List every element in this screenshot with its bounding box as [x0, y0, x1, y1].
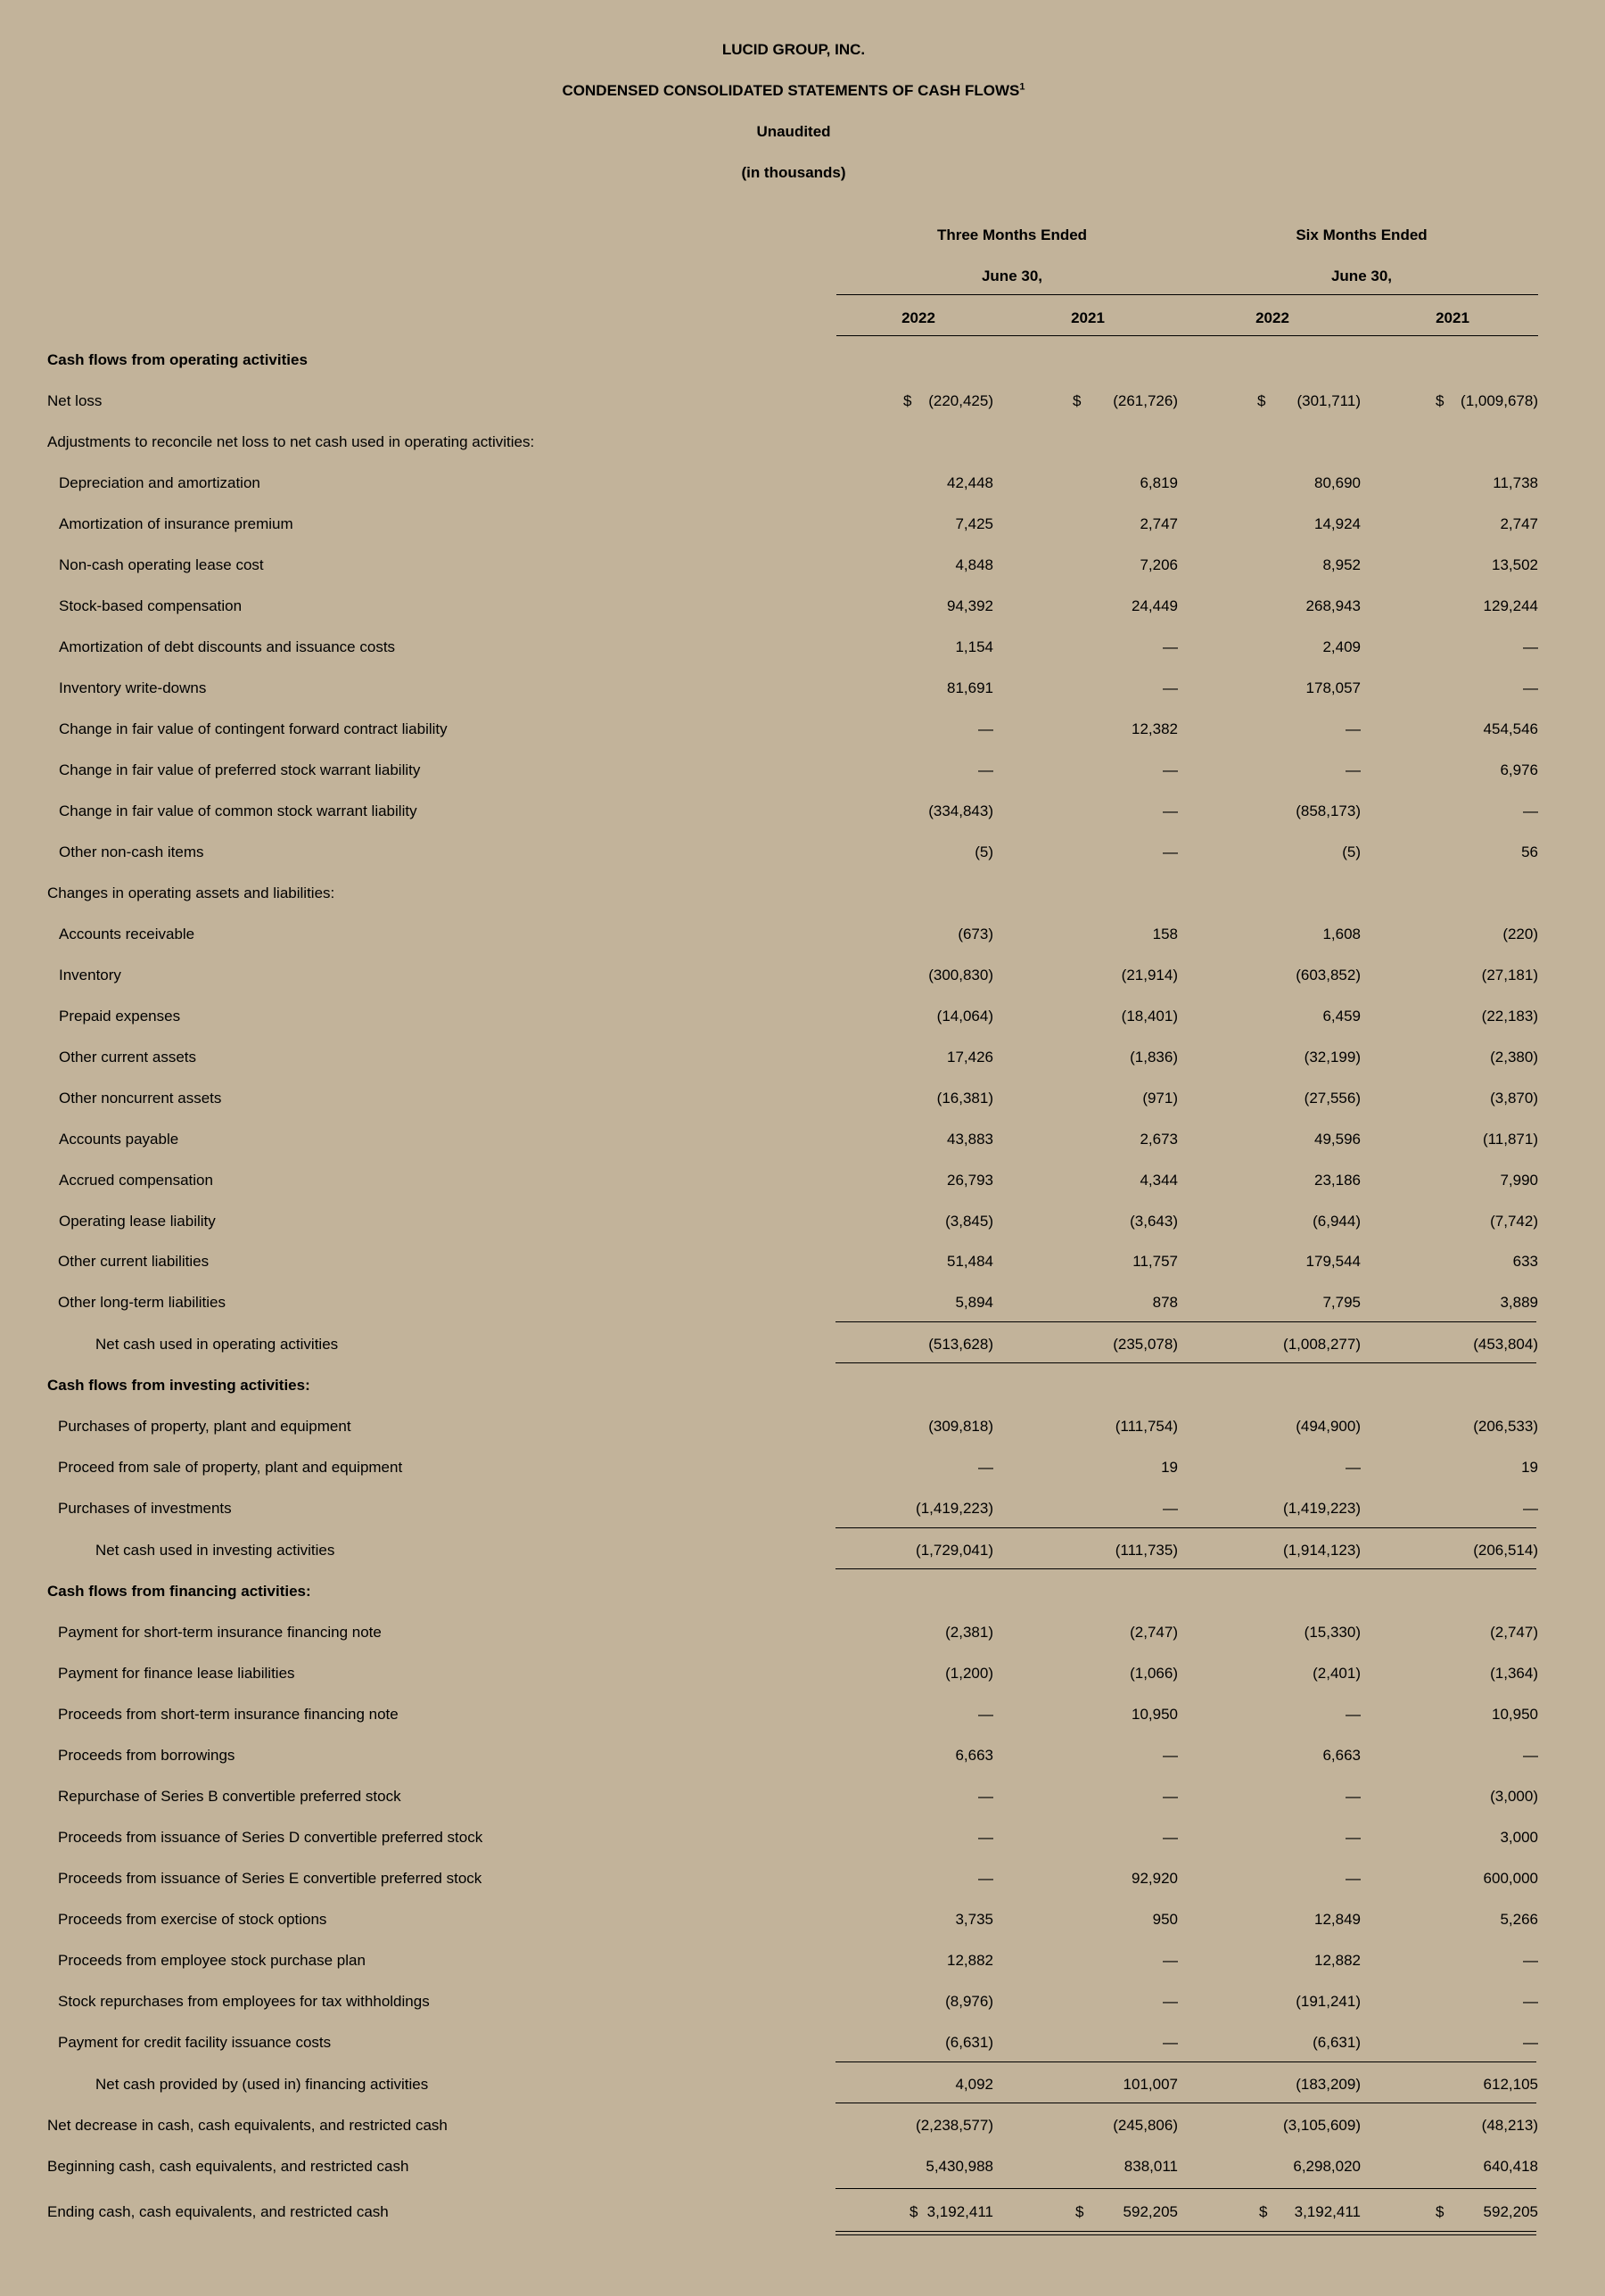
row-label: Non-cash operating lease cost [59, 556, 264, 573]
table-row [0, 1417, 1605, 1436]
row-label: Accounts receivable [59, 926, 195, 942]
row-value: — [1163, 2034, 1178, 2051]
row-value: (6,944) [1313, 1213, 1361, 1230]
row-value: — [1346, 1829, 1361, 1846]
row-value: 49,596 [1314, 1131, 1361, 1148]
row-value: 43,883 [947, 1131, 993, 1148]
row-value: (235,078) [1113, 1336, 1178, 1353]
row-value: — [1163, 1747, 1178, 1764]
currency-symbol: $ [1075, 2203, 1084, 2220]
row-value: (1,009,678) [1461, 392, 1538, 409]
table-row [0, 391, 1605, 411]
row-value: (206,514) [1473, 1542, 1538, 1559]
row-value: 2,673 [1140, 1131, 1178, 1148]
financing-subtotal-top-rule [835, 2061, 1536, 2062]
row-value: — [1163, 679, 1178, 696]
row-value: 1,608 [1322, 926, 1361, 942]
row-value: (1,364) [1490, 1665, 1538, 1682]
row-value: — [1523, 1500, 1538, 1517]
row-value: 1,154 [955, 638, 993, 655]
currency-symbol: $ [1259, 2203, 1268, 2220]
row-value: (2,380) [1490, 1049, 1538, 1066]
row-value: 612,105 [1483, 2076, 1538, 2093]
row-value: 7,795 [1322, 1294, 1361, 1311]
row-value: 3,000 [1500, 1829, 1538, 1846]
row-value: — [1523, 1747, 1538, 1764]
row-value: (15,330) [1304, 1624, 1361, 1641]
row-value: 3,735 [955, 1911, 993, 1928]
row-value: — [1163, 802, 1178, 819]
table-row [0, 1787, 1605, 1806]
row-value: — [1523, 1993, 1538, 2010]
row-value: (206,533) [1473, 1418, 1538, 1435]
row-label: Accrued compensation [59, 1172, 213, 1189]
statement-title [0, 82, 1587, 100]
row-value: (8,976) [945, 1993, 993, 2010]
row-label: Net cash used in investing activities [95, 1542, 335, 1559]
row-value: 4,848 [955, 556, 993, 573]
investing-subtotal-bottom-rule [835, 1568, 1536, 1569]
table-row [0, 1705, 1605, 1724]
operating-subtotal-top-rule [835, 1321, 1536, 1322]
row-value: 56 [1521, 844, 1538, 860]
row-label: Change in fair value of preferred stock warrant liability [59, 761, 421, 778]
table-row [0, 1951, 1605, 1971]
row-value: 454,546 [1483, 720, 1538, 737]
row-value: 5,894 [955, 1294, 993, 1311]
row-value: (7,742) [1490, 1213, 1538, 1230]
row-value: (220) [1502, 926, 1538, 942]
row-value: 129,244 [1483, 597, 1538, 614]
row-label: Operating lease liability [59, 1213, 216, 1230]
row-value: (1,836) [1130, 1049, 1178, 1066]
row-value: 3,889 [1500, 1294, 1538, 1311]
row-label: Repurchase of Series B convertible preferred stock [58, 1788, 401, 1805]
currency-symbol: $ [903, 392, 912, 409]
row-value: (2,747) [1490, 1624, 1538, 1641]
row-value: (32,199) [1304, 1049, 1361, 1066]
table-row [0, 350, 1605, 370]
row-value: (309,818) [928, 1418, 993, 1435]
row-value: 12,882 [947, 1952, 993, 1969]
row-value: (1,419,223) [916, 1500, 993, 1517]
units-label: (in thousands) [741, 164, 846, 181]
row-value: 2,747 [1500, 515, 1538, 532]
row-value: 6,819 [1140, 474, 1178, 491]
row-value: — [1346, 1706, 1361, 1723]
row-value: 17,426 [947, 1049, 993, 1066]
section-heading: Cash flows from investing activities: [47, 1377, 310, 1394]
row-value: — [1346, 1870, 1361, 1887]
row-value: 19 [1521, 1459, 1538, 1476]
row-value: 633 [1512, 1253, 1538, 1270]
row-value: (48,213) [1481, 2117, 1538, 2134]
row-value: 7,206 [1140, 556, 1178, 573]
row-label: Depreciation and amortization [59, 474, 260, 491]
row-label: Other noncurrent assets [59, 1090, 222, 1107]
section-heading: Cash flows from operating activities [47, 351, 308, 368]
row-value: (22,183) [1481, 1008, 1538, 1025]
row-label: Payment for credit facility issuance costs [58, 2034, 332, 2051]
row-label: Stock repurchases from employees for tax withholdings [58, 1993, 430, 2010]
row-label: Proceeds from employee stock purchase plan [58, 1952, 366, 1969]
row-label: Change in fair value of common stock warrant liability [59, 802, 417, 819]
table-row [0, 1335, 1605, 1354]
row-value: 23,186 [1314, 1172, 1361, 1189]
row-label: Beginning cash, cash equivalents, and restricted cash [47, 2158, 409, 2175]
row-value: (494,900) [1296, 1418, 1361, 1435]
row-value: (5) [1342, 844, 1361, 860]
table-row [0, 1869, 1605, 1889]
row-label: Inventory [59, 967, 121, 983]
row-label: Ending cash, cash equivalents, and restricted cash [47, 2203, 389, 2220]
table-row [0, 1252, 1605, 1271]
table-row [0, 1048, 1605, 1067]
row-value: 2,747 [1140, 515, 1178, 532]
table-row [0, 2202, 1605, 2222]
ending-cash-top-rule [835, 2188, 1536, 2189]
row-value: (1,729,041) [916, 1542, 993, 1559]
row-label: Proceeds from issuance of Series E convertible preferred stock [58, 1870, 482, 1887]
row-value: (334,843) [928, 802, 993, 819]
row-label: Amortization of insurance premium [59, 515, 293, 532]
row-value: (673) [958, 926, 993, 942]
row-value: (1,008,277) [1283, 1336, 1361, 1353]
row-value: (18,401) [1121, 1008, 1178, 1025]
row-value: — [1163, 638, 1178, 655]
table-row [0, 1089, 1605, 1108]
ending-cash-double-rule [835, 2231, 1536, 2235]
row-value: 878 [1152, 1294, 1178, 1311]
table-row [0, 1212, 1605, 1231]
row-value: (27,556) [1304, 1090, 1361, 1107]
row-label: Inventory write-downs [59, 679, 207, 696]
row-value: 158 [1152, 926, 1178, 942]
row-value: (261,726) [1113, 392, 1178, 409]
row-value: — [1346, 761, 1361, 778]
row-value: — [1163, 1952, 1178, 1969]
column-header-rule [836, 294, 1538, 295]
row-value: (3,643) [1130, 1213, 1178, 1230]
row-value: — [1523, 638, 1538, 655]
row-value: 80,690 [1314, 474, 1361, 491]
row-value: 81,691 [947, 679, 993, 696]
year-header-6m-2021: 2021 [1436, 309, 1469, 326]
row-value: 51,484 [947, 1253, 993, 1270]
row-value: — [1523, 802, 1538, 819]
row-value: 4,344 [1140, 1172, 1178, 1189]
statement-title-text: CONDENSED CONSOLIDATED STATEMENTS OF CASH FLOWS [562, 82, 1020, 99]
table-row [0, 597, 1605, 616]
row-label: Change in fair value of contingent forward contract liability [59, 720, 448, 737]
year-header-6m-2022: 2022 [1255, 309, 1289, 326]
table-row [0, 761, 1605, 780]
row-value: (1,914,123) [1283, 1542, 1361, 1559]
six-months-period-end: June 30, [1330, 267, 1393, 284]
row-value: (2,401) [1313, 1665, 1361, 1682]
row-value: (5) [975, 844, 993, 860]
row-value: 13,502 [1492, 556, 1538, 573]
row-value: — [978, 1706, 993, 1723]
table-row [0, 1499, 1605, 1518]
row-label: Payment for short-term insurance financing note [58, 1624, 382, 1641]
table-row [0, 2116, 1605, 2136]
row-value: (453,804) [1473, 1336, 1538, 1353]
table-row [0, 2157, 1605, 2177]
row-value: — [1346, 720, 1361, 737]
row-value: (27,181) [1481, 967, 1538, 983]
row-value: (191,241) [1296, 1993, 1361, 2010]
row-value: 92,920 [1132, 1870, 1178, 1887]
table-row [0, 884, 1605, 903]
row-value: (6,631) [945, 2034, 993, 2051]
table-row [0, 843, 1605, 862]
row-value: 6,298,020 [1293, 2158, 1361, 2175]
row-value: (3,000) [1490, 1788, 1538, 1805]
row-value: 6,663 [955, 1747, 993, 1764]
row-value: 8,952 [1322, 556, 1361, 573]
table-row [0, 1992, 1605, 2012]
row-label: Net loss [47, 392, 103, 409]
row-value: 10,950 [1492, 1706, 1538, 1723]
table-row [0, 1623, 1605, 1642]
row-label: Proceeds from exercise of stock options [58, 1911, 327, 1928]
row-label: Stock-based compensation [59, 597, 243, 614]
row-value: (513,628) [928, 1336, 993, 1353]
row-label: Prepaid expenses [59, 1008, 181, 1025]
row-value: — [978, 761, 993, 778]
row-value: — [1163, 844, 1178, 860]
row-value: 6,976 [1500, 761, 1538, 778]
table-row [0, 1376, 1605, 1395]
row-value: (1,419,223) [1283, 1500, 1361, 1517]
section-heading: Cash flows from financing activities: [47, 1583, 311, 1600]
row-value: (14,064) [936, 1008, 993, 1025]
row-value: (971) [1142, 1090, 1178, 1107]
row-value: (603,852) [1296, 967, 1361, 983]
row-value: (111,735) [1115, 1542, 1178, 1559]
footnote-mark: 1 [1019, 81, 1025, 93]
row-label: Accounts payable [59, 1131, 179, 1148]
row-value: 101,007 [1123, 2076, 1178, 2093]
table-row [0, 966, 1605, 985]
row-value: 600,000 [1483, 1870, 1538, 1887]
row-value: 42,448 [947, 474, 993, 491]
table-row [0, 432, 1605, 452]
currency-symbol: $ [1257, 392, 1266, 409]
table-row [0, 1007, 1605, 1026]
row-label: Proceed from sale of property, plant and equipment [58, 1459, 403, 1476]
row-label: Purchases of investments [58, 1500, 232, 1517]
row-label: Other current liabilities [58, 1253, 210, 1270]
row-value: (3,870) [1490, 1090, 1538, 1107]
row-value: (1,200) [945, 1665, 993, 1682]
year-header-3m-2021: 2021 [1071, 309, 1105, 326]
row-value: (183,209) [1296, 2076, 1361, 2093]
row-value: 592,205 [1123, 2203, 1178, 2220]
three-months-header: Three Months Ended [936, 226, 1088, 243]
row-value: — [978, 1829, 993, 1846]
row-value: 10,950 [1132, 1706, 1178, 1723]
investing-subtotal-top-rule [835, 1527, 1536, 1528]
company-name: LUCID GROUP, INC. [721, 41, 866, 58]
table-row [0, 473, 1605, 493]
row-label: Amortization of debt discounts and issuance costs [59, 638, 396, 655]
row-value: 2,409 [1322, 638, 1361, 655]
row-value: (3,105,609) [1283, 2117, 1361, 2134]
row-value: 4,092 [955, 2076, 993, 2093]
row-value: — [1163, 1788, 1178, 1805]
row-value: 592,205 [1483, 2203, 1538, 2220]
row-value: (301,711) [1296, 392, 1361, 409]
table-row [0, 1171, 1605, 1190]
table-row [0, 1664, 1605, 1683]
table-row [0, 679, 1605, 698]
row-value: (16,381) [936, 1090, 993, 1107]
row-value: 24,449 [1132, 597, 1178, 614]
currency-symbol: $ [1436, 392, 1444, 409]
row-value: 7,425 [955, 515, 993, 532]
row-value: — [978, 720, 993, 737]
table-row [0, 802, 1605, 821]
row-value: 12,382 [1132, 720, 1178, 737]
year-header-3m-2022: 2022 [901, 309, 935, 326]
three-months-period-end: June 30, [981, 267, 1043, 284]
table-row [0, 925, 1605, 944]
row-value: (6,631) [1313, 2034, 1361, 2051]
row-value: (2,747) [1130, 1624, 1178, 1641]
row-value: 178,057 [1305, 679, 1361, 696]
row-value: 838,011 [1124, 2158, 1178, 2175]
operating-subtotal-bottom-rule [835, 1362, 1536, 1363]
row-label: Other non-cash items [59, 844, 204, 860]
row-value: (3,845) [945, 1213, 993, 1230]
row-value: — [978, 1870, 993, 1887]
row-value: 179,544 [1305, 1253, 1361, 1270]
row-value: 11,738 [1493, 474, 1538, 491]
row-value: 12,849 [1314, 1911, 1361, 1928]
row-label: Proceeds from borrowings [58, 1747, 235, 1764]
row-value: 640,418 [1483, 2158, 1538, 2175]
table-row [0, 2033, 1605, 2053]
row-value: — [1523, 2034, 1538, 2051]
row-value: — [1346, 1459, 1361, 1476]
table-row [0, 555, 1605, 575]
row-label: Net decrease in cash, cash equivalents, and restricted cash [47, 2117, 448, 2134]
table-row [0, 1458, 1605, 1477]
row-value: 5,430,988 [926, 2158, 993, 2175]
row-value: 14,924 [1314, 515, 1361, 532]
row-value: (858,173) [1296, 802, 1361, 819]
table-row [0, 1541, 1605, 1560]
row-value: — [1523, 679, 1538, 696]
table-row [0, 638, 1605, 657]
row-value: 3,192,411 [1294, 2203, 1361, 2220]
row-value: 268,943 [1305, 597, 1361, 614]
row-value: (111,754) [1115, 1418, 1178, 1435]
row-label: Proceeds from short-term insurance financing note [58, 1706, 399, 1723]
row-label: Payment for finance lease liabilities [58, 1665, 295, 1682]
row-value: — [1523, 1952, 1538, 1969]
table-row [0, 1130, 1605, 1149]
row-value: 12,882 [1314, 1952, 1361, 1969]
table-row [0, 1828, 1605, 1847]
row-value: 11,757 [1132, 1253, 1178, 1270]
row-value: — [978, 1459, 993, 1476]
row-value: 950 [1152, 1911, 1178, 1928]
row-value: — [1163, 1993, 1178, 2010]
table-row [0, 1746, 1605, 1765]
row-label: Other long-term liabilities [58, 1294, 226, 1311]
row-label: Net cash used in operating activities [95, 1336, 339, 1353]
row-value: 19 [1161, 1459, 1178, 1476]
table-row [0, 720, 1605, 739]
row-value: — [1163, 1829, 1178, 1846]
row-value: — [978, 1788, 993, 1805]
row-label: Adjustments to reconcile net loss to net cash used in operating activities: [47, 433, 535, 450]
row-label: Net cash provided by (used in) financing activities [95, 2076, 429, 2093]
row-value: 3,192,411 [926, 2203, 993, 2220]
row-value: — [1163, 761, 1178, 778]
currency-symbol: $ [1436, 2203, 1444, 2220]
row-value: 6,663 [1322, 1747, 1361, 1764]
row-value: (21,914) [1121, 967, 1178, 983]
currency-symbol: $ [1073, 392, 1082, 409]
table-row [0, 1582, 1605, 1601]
row-value: (245,806) [1113, 2117, 1178, 2134]
row-value: (220,425) [928, 392, 993, 409]
row-label: Changes in operating assets and liabilities: [47, 885, 335, 901]
row-value: — [1346, 1788, 1361, 1805]
row-label: Purchases of property, plant and equipment [58, 1418, 351, 1435]
table-row [0, 514, 1605, 534]
row-value: 6,459 [1322, 1008, 1361, 1025]
table-row [0, 2075, 1605, 2094]
row-value: (300,830) [928, 967, 993, 983]
row-label: Proceeds from issuance of Series D convertible preferred stock [58, 1829, 483, 1846]
unaudited-label: Unaudited [756, 123, 831, 140]
row-value: 7,990 [1500, 1172, 1538, 1189]
row-value: (1,066) [1130, 1665, 1178, 1682]
six-months-header: Six Months Ended [1296, 226, 1428, 243]
table-row [0, 1293, 1605, 1313]
row-value: (2,381) [945, 1624, 993, 1641]
row-value: — [1163, 1500, 1178, 1517]
row-label: Other current assets [59, 1049, 197, 1066]
row-value: 26,793 [947, 1172, 993, 1189]
table-row [0, 1910, 1605, 1930]
year-header-rule [836, 335, 1538, 336]
row-value: 5,266 [1500, 1911, 1538, 1928]
row-value: 94,392 [947, 597, 993, 614]
currency-symbol: $ [910, 2203, 918, 2220]
row-value: (2,238,577) [916, 2117, 993, 2134]
row-value: (11,871) [1482, 1131, 1538, 1148]
